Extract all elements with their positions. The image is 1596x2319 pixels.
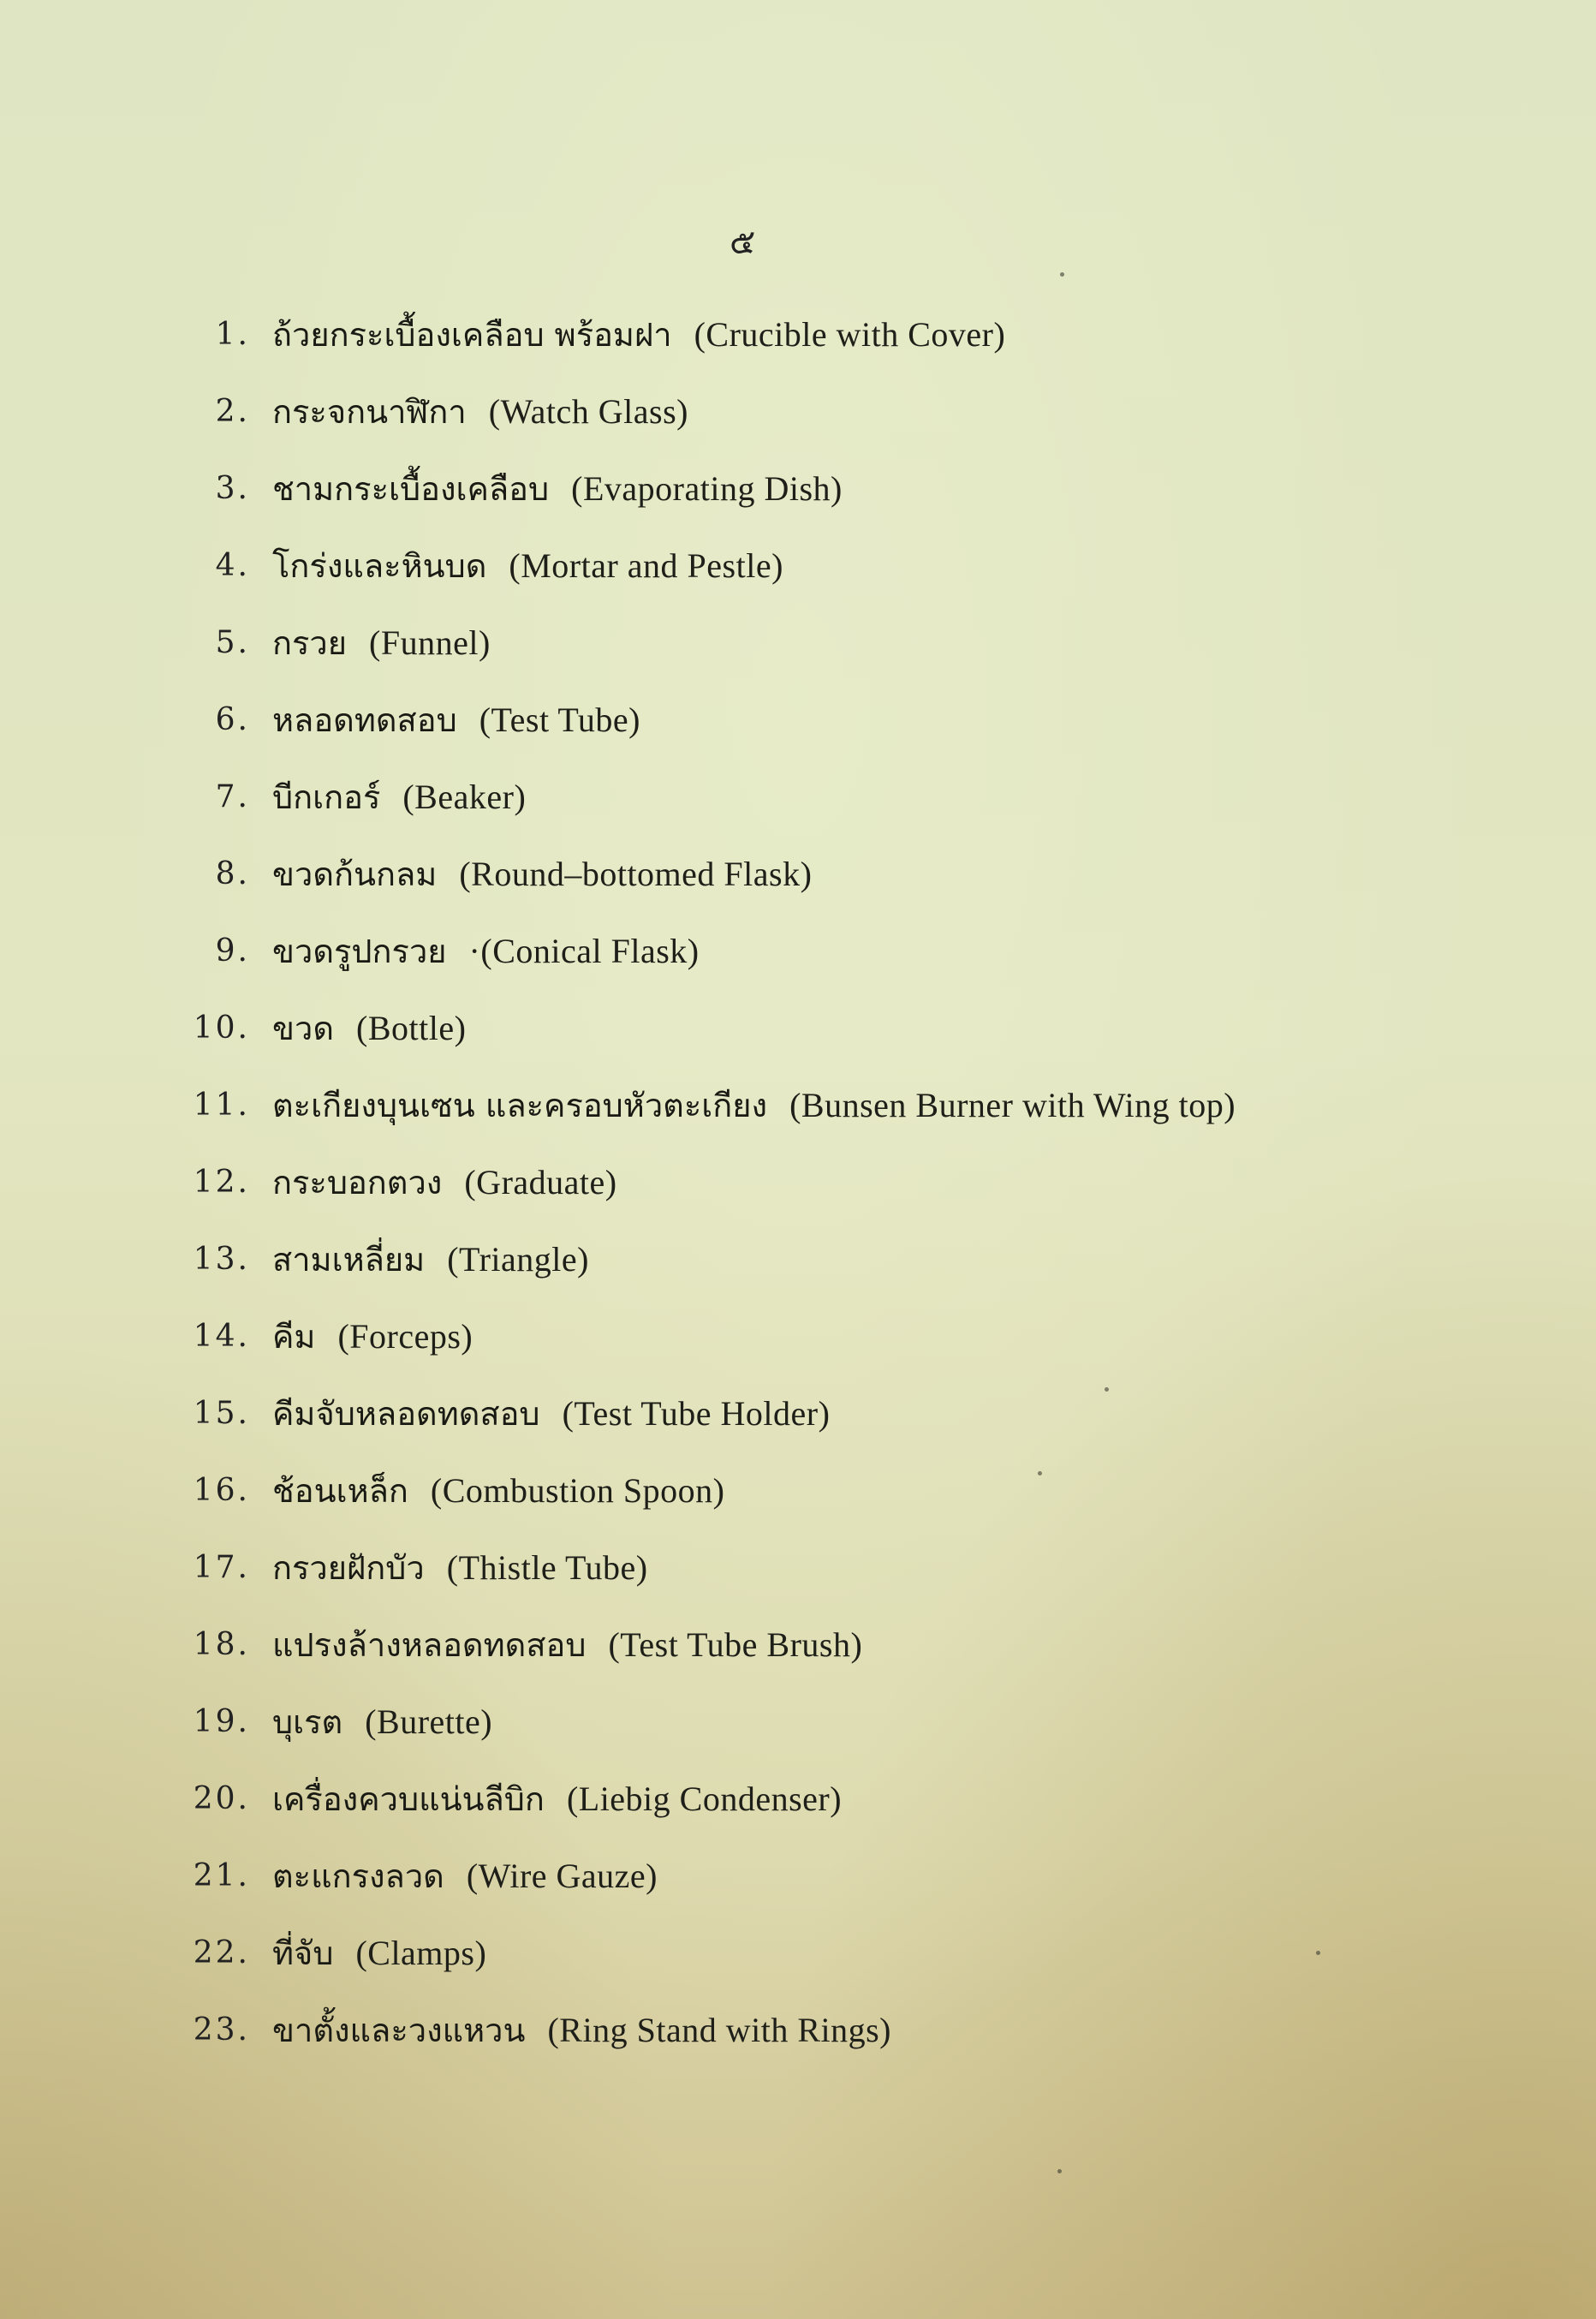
paper-speck [1038, 1471, 1042, 1475]
item-english-name: (Bunsen Burner with Wing top) [789, 1085, 1236, 1124]
item-number: 11. [193, 1087, 250, 1123]
item-english-name: (Clamps) [355, 1933, 487, 1972]
item-english-name: (Round–bottomed Flask) [459, 854, 813, 893]
list-item [171, 1066, 1507, 1143]
item-thai-name: คีมจับหลอดทดสอบ [272, 1394, 540, 1433]
paper-speck [1316, 1951, 1320, 1955]
paper-speck [1057, 2169, 1062, 2173]
item-english-name: (Ring Stand with Rings) [547, 2010, 892, 2049]
list-item [171, 450, 1507, 527]
item-thai-name: สามเหลี่ยม [272, 1240, 426, 1279]
list-item [171, 835, 1507, 912]
item-english-name: (Graduate) [464, 1162, 617, 1201]
item-number: 3. [215, 470, 250, 506]
paper-speck [1060, 272, 1064, 277]
item-english-name: (Combustion Spoon) [430, 1470, 725, 1510]
list-item [171, 1297, 1507, 1374]
list-item [171, 604, 1507, 681]
item-number: 2. [215, 393, 250, 429]
item-thai-name: บีกเกอร์ [272, 778, 381, 816]
item-english-name: (Triangle) [447, 1239, 589, 1279]
item-english-name: (Test Tube Brush) [608, 1624, 863, 1664]
item-thai-name: แปรงล้างหลอดทดสอบ [272, 1625, 587, 1664]
item-english-name: (Test Tube Holder) [562, 1393, 831, 1433]
item-thai-name: ขาตั้งและวงแหวน [272, 2011, 526, 2049]
item-number: 16. [193, 1472, 250, 1508]
list-item [171, 1606, 1507, 1683]
item-number: 4. [215, 547, 250, 583]
item-thai-name: ตะเกียงบุนเซน และครอบหัวตะเกียง [272, 1086, 768, 1124]
item-number: 9. [215, 933, 250, 969]
item-english-name: (Forceps) [337, 1316, 473, 1356]
list-item [171, 373, 1507, 450]
item-thai-name: หลอดทดสอบ [272, 700, 457, 739]
item-thai-name: ชามกระเบื้องเคลือบ [272, 469, 550, 508]
item-english-name: ·(Conical Flask) [468, 931, 700, 970]
item-number: 12. [193, 1164, 250, 1200]
equipment-list [171, 295, 1507, 2068]
item-thai-name: กระจกนาฬิกา [272, 392, 467, 431]
list-item [171, 1529, 1507, 1606]
item-thai-name: ขวดรูปกรวย [272, 932, 447, 970]
item-number: 15. [193, 1395, 250, 1431]
item-english-name: (Watch Glass) [488, 391, 688, 431]
list-item [171, 295, 1507, 373]
item-number: 22. [193, 1934, 250, 1970]
item-thai-name: คีม [272, 1317, 316, 1356]
item-number: 13. [193, 1241, 250, 1277]
list-item [171, 1991, 1507, 2068]
item-thai-name: ถ้วยกระเบื้องเคลือบ พร้อมฝา [272, 315, 672, 354]
item-english-name: (Thistle Tube) [446, 1547, 648, 1587]
list-item [171, 1683, 1507, 1760]
item-thai-name: โกร่งและหินบด [272, 546, 487, 585]
item-number: 19. [193, 1703, 250, 1739]
list-item [171, 1374, 1507, 1452]
list-item [171, 1914, 1507, 1991]
item-english-name: (Bottle) [356, 1008, 467, 1047]
item-english-name: (Crucible with Cover) [694, 314, 1006, 354]
item-thai-name: ที่จับ [272, 1934, 334, 1972]
list-item [171, 1220, 1507, 1297]
item-english-name: (Beaker) [402, 777, 527, 816]
list-item [171, 527, 1507, 604]
item-number: 5. [215, 624, 250, 660]
item-thai-name: ขวดก้นกลม [272, 855, 438, 893]
item-thai-name: เครื่องควบแน่นลีบิก [272, 1779, 545, 1818]
item-number: 6. [215, 701, 250, 737]
list-item [171, 1452, 1507, 1529]
item-number: 14. [193, 1318, 250, 1354]
item-number: 23. [193, 2012, 250, 2048]
list-item [171, 1143, 1507, 1220]
item-number: 1. [215, 316, 250, 352]
list-item [171, 758, 1507, 835]
item-english-name: (Liebig Condenser) [566, 1779, 843, 1818]
item-thai-name: บุเรต [272, 1702, 343, 1741]
list-item [171, 1760, 1507, 1837]
item-english-name: (Evaporating Dish) [571, 468, 843, 508]
item-thai-name: กรวยฝักบัว [272, 1548, 425, 1587]
paper-speck [1105, 1387, 1109, 1392]
item-thai-name: ขวด [272, 1009, 334, 1047]
item-thai-name: ช้อนเหล็ก [272, 1471, 408, 1510]
item-number: 20. [193, 1780, 250, 1816]
item-thai-name: กรวย [272, 623, 348, 662]
item-english-name: (Funnel) [369, 623, 491, 662]
page-number: ๕ [730, 223, 756, 262]
item-number: 7. [215, 778, 250, 814]
list-item [171, 989, 1507, 1066]
item-number: 10. [193, 1010, 250, 1046]
item-english-name: (Mortar and Pestle) [509, 545, 783, 585]
item-english-name: (Wire Gauze) [466, 1856, 658, 1895]
item-number: 17. [193, 1549, 250, 1585]
item-thai-name: ตะแกรงลวด [272, 1857, 444, 1895]
item-english-name: (Test Tube) [479, 700, 640, 739]
item-number: 21. [193, 1857, 250, 1893]
item-number: 8. [215, 855, 250, 891]
list-item [171, 681, 1507, 758]
item-number: 18. [193, 1626, 250, 1662]
list-item [171, 1837, 1507, 1914]
item-thai-name: กระบอกตวง [272, 1163, 443, 1201]
item-english-name: (Burette) [365, 1702, 493, 1741]
list-item [171, 912, 1507, 989]
